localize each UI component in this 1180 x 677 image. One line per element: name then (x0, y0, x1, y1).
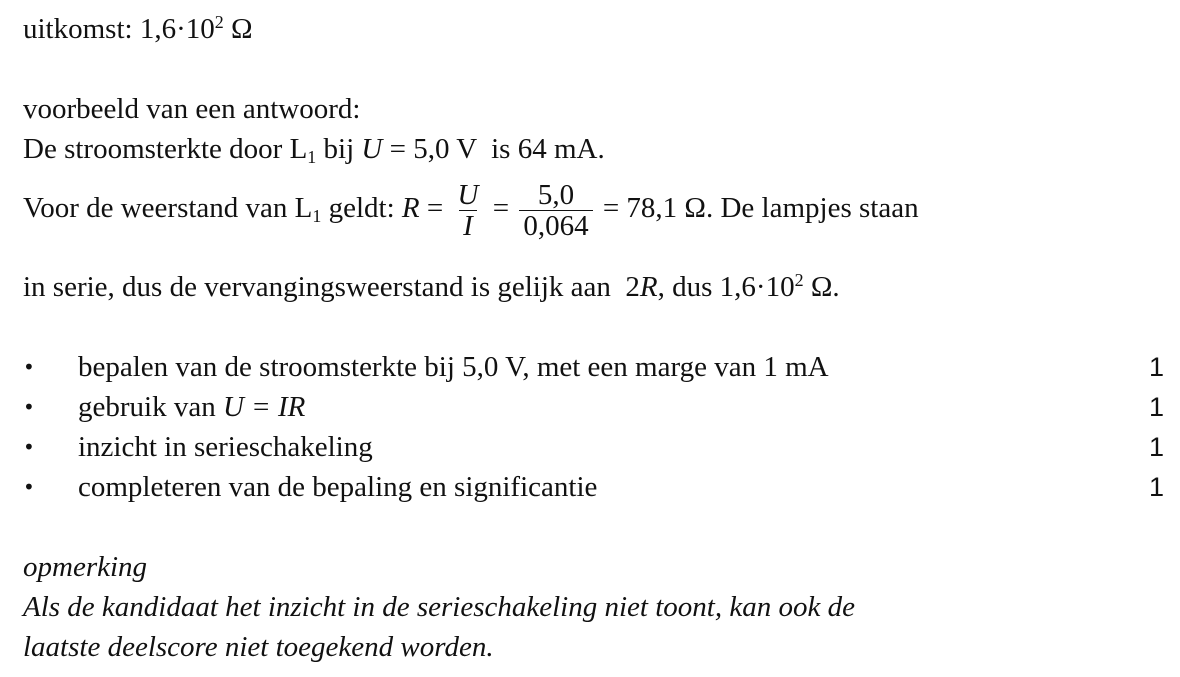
example-heading: voorbeeld van een antwoord: (23, 93, 361, 125)
line3-pre: in serie, dus de vervangingsweerstand is gelijk aan 2 (23, 271, 640, 303)
result-unit: Ω (223, 13, 253, 45)
line1-mid: bij (316, 133, 362, 165)
remark-line-1: Als de kandidaat het inzicht in de serieschakeling niet toont, kan ook de (23, 591, 855, 623)
voltage-symbol: U (361, 133, 383, 165)
fraction1-numerator: U (457, 178, 479, 211)
scoring-item-points: 1 (1148, 392, 1164, 422)
bullet-icon: • (23, 395, 35, 419)
scoring-item-text: bepalen van de stroomsterkte bij 5,0 V, met een marge van 1 mA (78, 351, 829, 383)
scoring-item-points: 1 (1148, 472, 1164, 502)
line3-base: 10 (765, 271, 795, 303)
result-base: 10 (185, 13, 215, 45)
answer-line-1 (23, 132, 605, 166)
scoring-item-points: 1 (1148, 352, 1164, 382)
fraction1-denominator: I (459, 210, 477, 241)
fraction2-numerator: 5,0 (537, 178, 575, 211)
line1-subscript: 1 (307, 147, 317, 168)
line3-exponent: 2 (794, 270, 804, 291)
answer-line-3 (23, 270, 840, 304)
bullet-icon: • (23, 475, 35, 499)
equals-2: = (485, 192, 517, 224)
line1-post: is 64 mA. (476, 133, 605, 165)
line1-pre: De stroomsterkte door L (23, 133, 308, 165)
scoring-item (23, 350, 1164, 384)
line3-resistance-symbol: R (639, 271, 658, 303)
result-label: uitkomst: 1,6 (23, 13, 177, 45)
answer-line-2 (23, 178, 919, 241)
scoring-item (23, 430, 1164, 464)
fraction-u-over-i (454, 180, 483, 241)
voltage-value: = 5,0 V (382, 133, 477, 165)
remark-line-2: laatste deelscore niet toegekend worden. (23, 631, 494, 663)
scoring-item (23, 390, 1164, 424)
remark-heading: opmerking (23, 551, 148, 583)
fraction2-denominator: 0,064 (519, 210, 592, 241)
scoring-item-text-pre: gebruik van (78, 391, 223, 423)
line3-unit: Ω. (803, 271, 840, 303)
equals-1: = (419, 192, 451, 224)
scoring-item-text: completeren van de bepaling en significantie (78, 471, 598, 503)
line3-dot: · (755, 271, 766, 303)
line2-post: . De lampjes staan (705, 192, 919, 224)
resistance-symbol: R (401, 192, 420, 224)
result-line (23, 12, 253, 46)
scoring-item-text: inzicht in serieschakeling (78, 431, 373, 463)
scoring-item-points: 1 (1148, 432, 1164, 462)
line2-pre: Voor de weerstand van L (23, 192, 313, 224)
line2-mid: geldt: (321, 192, 402, 224)
bullet-icon: • (23, 355, 35, 379)
result-exponent: 2 (214, 12, 224, 33)
multiply-dot: · (176, 13, 186, 45)
scoring-item-formula: U = IR (222, 391, 306, 423)
fraction-values (519, 180, 592, 241)
resistance-result: = 78,1 Ω (595, 192, 706, 224)
scoring-item-text (78, 390, 305, 424)
scoring-item (23, 470, 1164, 504)
line3-mid: , dus 1,6 (657, 271, 756, 303)
bullet-icon: • (23, 435, 35, 459)
line2-subscript: 1 (312, 206, 322, 227)
